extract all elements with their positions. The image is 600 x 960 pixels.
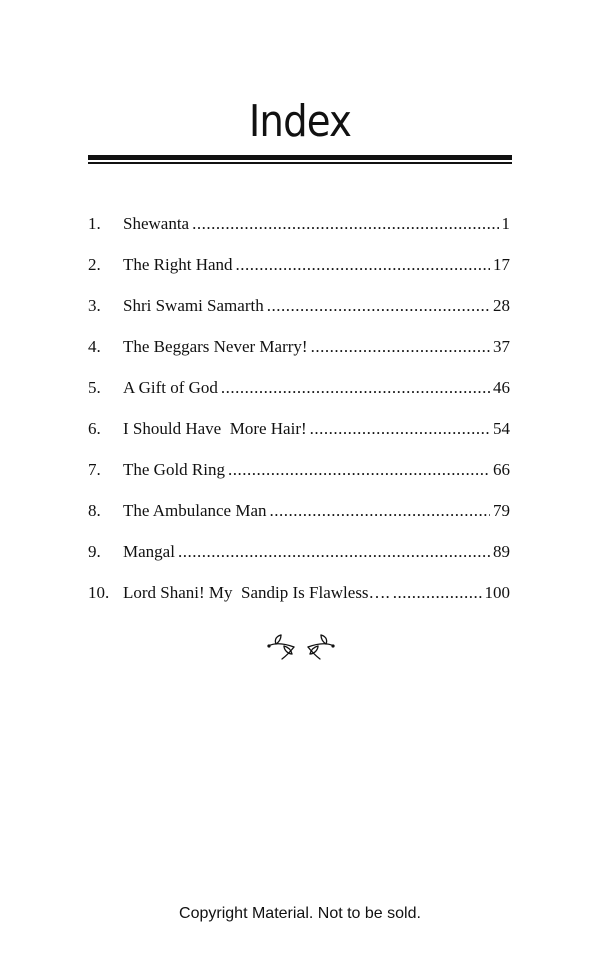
dot-leader	[267, 292, 490, 320]
toc-page-number: 89	[493, 542, 510, 561]
dot-leader	[228, 456, 490, 484]
toc-title: The Beggars Never Marry!	[123, 337, 308, 356]
toc-entry[interactable]	[88, 415, 510, 456]
copyright-notice: Copyright Material. Not to be sold.	[179, 905, 421, 922]
dot-leader	[393, 579, 482, 607]
toc-page-number: 66	[493, 460, 510, 479]
toc-number: 3.	[88, 296, 101, 315]
toc-entry[interactable]	[88, 456, 510, 497]
page-title: Index	[248, 96, 352, 147]
toc-title: A Gift of God	[123, 378, 218, 397]
toc-number: 2.	[88, 255, 101, 274]
toc-number: 4.	[88, 337, 101, 356]
toc-page-number: 46	[493, 378, 510, 397]
toc-page-number: 54	[493, 419, 510, 438]
dot-leader	[221, 374, 490, 402]
toc-title: Mangal	[123, 542, 175, 561]
toc-number: 9.	[88, 542, 101, 561]
toc-title: The Ambulance Man	[123, 501, 267, 520]
dot-leader	[192, 210, 498, 238]
toc-page-number: 79	[493, 501, 510, 520]
toc-entry[interactable]	[88, 251, 510, 292]
toc-page-number: 37	[493, 337, 510, 356]
toc-entry[interactable]	[88, 497, 510, 538]
toc-entry[interactable]	[88, 579, 510, 620]
dot-leader	[270, 497, 490, 525]
dot-leader	[310, 415, 490, 443]
leaf-flourish-icon	[264, 632, 338, 662]
toc-title: Shewanta	[123, 214, 190, 233]
title-rule-thin	[88, 162, 512, 164]
toc-page-number: 1	[501, 214, 510, 233]
toc-title: The Right Hand	[123, 255, 233, 274]
dot-leader	[236, 251, 490, 279]
toc-number: 10.	[88, 583, 110, 602]
toc-page-number: 100	[484, 583, 510, 602]
toc-title: The Gold Ring	[123, 460, 225, 479]
toc-entry[interactable]	[88, 210, 510, 251]
toc-entry[interactable]	[88, 292, 510, 333]
toc-page-number: 17	[493, 255, 510, 274]
dot-leader	[178, 538, 490, 566]
toc-entry[interactable]	[88, 374, 510, 415]
dot-leader	[311, 333, 490, 361]
toc-title: I Should Have More Hair!	[123, 419, 307, 438]
toc-entry[interactable]	[88, 333, 510, 374]
toc-page-number: 28	[493, 296, 510, 315]
title-rule-thick	[88, 155, 512, 160]
table-of-contents	[88, 210, 510, 620]
toc-title: Lord Shani! My Sandip Is Flawless….	[123, 583, 390, 602]
toc-number: 5.	[88, 378, 101, 397]
toc-number: 7.	[88, 460, 101, 479]
toc-number: 8.	[88, 501, 101, 520]
toc-title: Shri Swami Samarth	[123, 296, 264, 315]
toc-number: 1.	[88, 214, 101, 233]
toc-number: 6.	[88, 419, 101, 438]
toc-entry[interactable]	[88, 538, 510, 579]
